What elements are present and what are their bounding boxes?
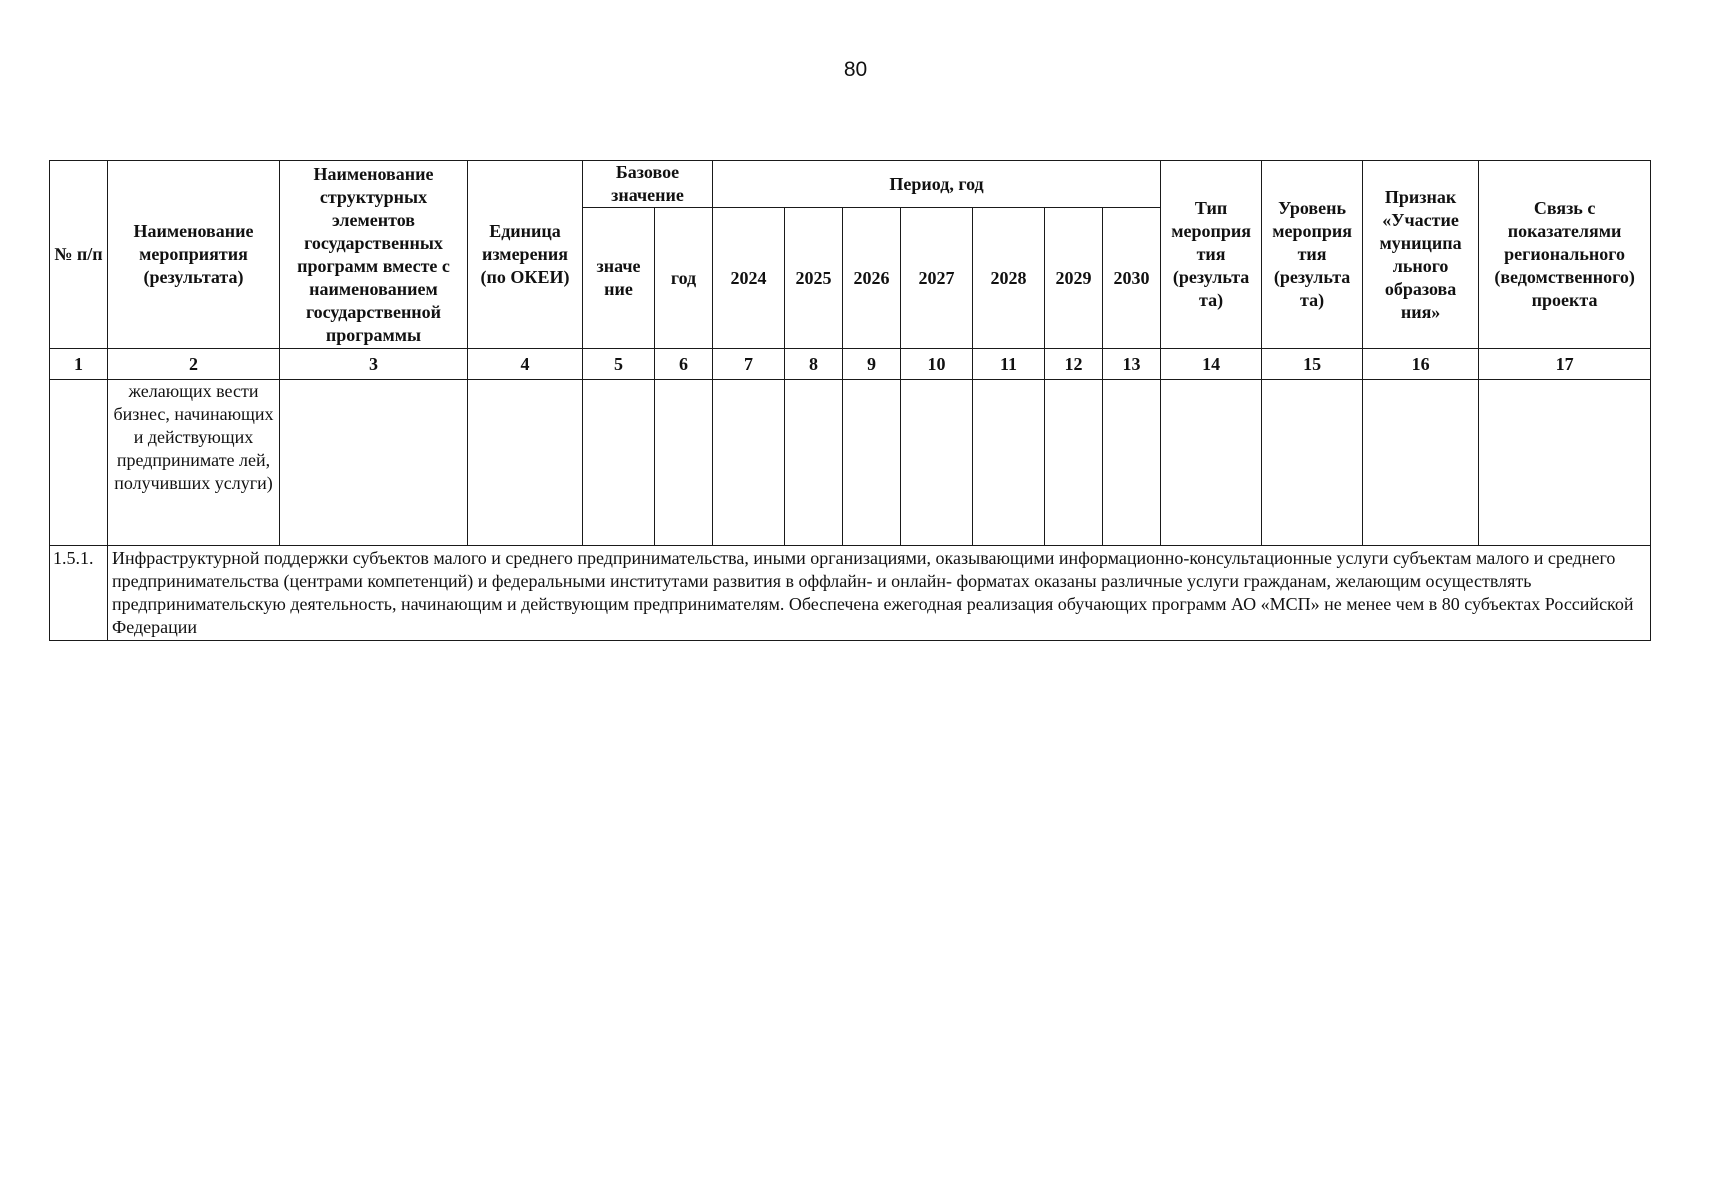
- column-number: 8: [785, 349, 843, 380]
- empty-cell: [280, 380, 468, 546]
- column-number: 17: [1479, 349, 1651, 380]
- column-number: 13: [1103, 349, 1161, 380]
- header-year-2025: 2025: [785, 208, 843, 349]
- column-number: 1: [50, 349, 108, 380]
- indicators-table: [49, 160, 1651, 641]
- column-number: 9: [843, 349, 901, 380]
- column-number: 16: [1363, 349, 1479, 380]
- empty-cell: [901, 380, 973, 546]
- header-year-2027: 2027: [901, 208, 973, 349]
- column-number: 11: [973, 349, 1045, 380]
- header-year-2030: 2030: [1103, 208, 1161, 349]
- column-number: 15: [1262, 349, 1363, 380]
- header-base-value-group: Базовое значение: [583, 161, 713, 208]
- column-number: 5: [583, 349, 655, 380]
- empty-cell: [1161, 380, 1262, 546]
- activity-name-continuation: желающих вести бизнес, начинающих и действующих предпринимате лей, получивших услуги): [108, 380, 280, 546]
- column-number: 7: [713, 349, 785, 380]
- column-number: 10: [901, 349, 973, 380]
- column-number: 12: [1045, 349, 1103, 380]
- header-structural-elements: Наименование структурных элементов государственных программ вместе с наименованием государственной программы: [280, 161, 468, 349]
- header-year-2026: 2026: [843, 208, 901, 349]
- column-number: 14: [1161, 349, 1262, 380]
- column-number: 6: [655, 349, 713, 380]
- header-activity-name: Наименование мероприятия (результата): [108, 161, 280, 349]
- empty-cell: [973, 380, 1045, 546]
- column-number-row: [50, 349, 1651, 380]
- empty-cell: [1363, 380, 1479, 546]
- empty-cell: [1045, 380, 1103, 546]
- header-municipal-participation: Признак «Участие муниципа льного образова ния»: [1363, 161, 1479, 349]
- empty-cell: [583, 380, 655, 546]
- empty-cell: [785, 380, 843, 546]
- header-activity-type: Тип мероприя тия (результа та): [1161, 161, 1262, 349]
- empty-cell: [1479, 380, 1651, 546]
- header-number: № п/п: [50, 161, 108, 349]
- page-number: 80: [843, 58, 868, 81]
- header-year-2028: 2028: [973, 208, 1045, 349]
- row-description: Инфраструктурной поддержки субъектов малого и среднего предпринимательства, иными организациями, оказывающими информационно-консультационные услуги субъектам малого и среднего предпринимательства (центрами компетенций) и федеральными институтами развития в оффлайн- и онлайн- форматах оказаны различные услуги гражданам, желающим осуществлять предпринимательскую деятельность, начинающим и действующим предпринимателям. Обеспечена ежегодная реализация обучающих программ АО «МСП» не менее чем в 80 субъектах Российской Федерации: [108, 546, 1651, 641]
- description-row: [50, 546, 1651, 641]
- empty-cell: [1262, 380, 1363, 546]
- column-number: 4: [468, 349, 583, 380]
- empty-cell: [1103, 380, 1161, 546]
- header-period-group: Период, год: [713, 161, 1161, 208]
- header-project-link: Связь с показателями регионального (ведомственного) проекта: [1479, 161, 1651, 349]
- header-unit: Единица измерения (по ОКЕИ): [468, 161, 583, 349]
- row-number: 1.5.1.: [50, 546, 108, 641]
- header-base-value: значе ние: [583, 208, 655, 349]
- empty-cell: [468, 380, 583, 546]
- empty-cell: [843, 380, 901, 546]
- column-number: 2: [108, 349, 280, 380]
- empty-cell: [50, 380, 108, 546]
- header-activity-level: Уровень мероприя тия (результа та): [1262, 161, 1363, 349]
- empty-cell: [655, 380, 713, 546]
- header-year-2024: 2024: [713, 208, 785, 349]
- header-base-year: год: [655, 208, 713, 349]
- column-number: 3: [280, 349, 468, 380]
- header-row-top: [50, 161, 1651, 208]
- continuation-row: [50, 380, 1651, 546]
- empty-cell: [713, 380, 785, 546]
- header-year-2029: 2029: [1045, 208, 1103, 349]
